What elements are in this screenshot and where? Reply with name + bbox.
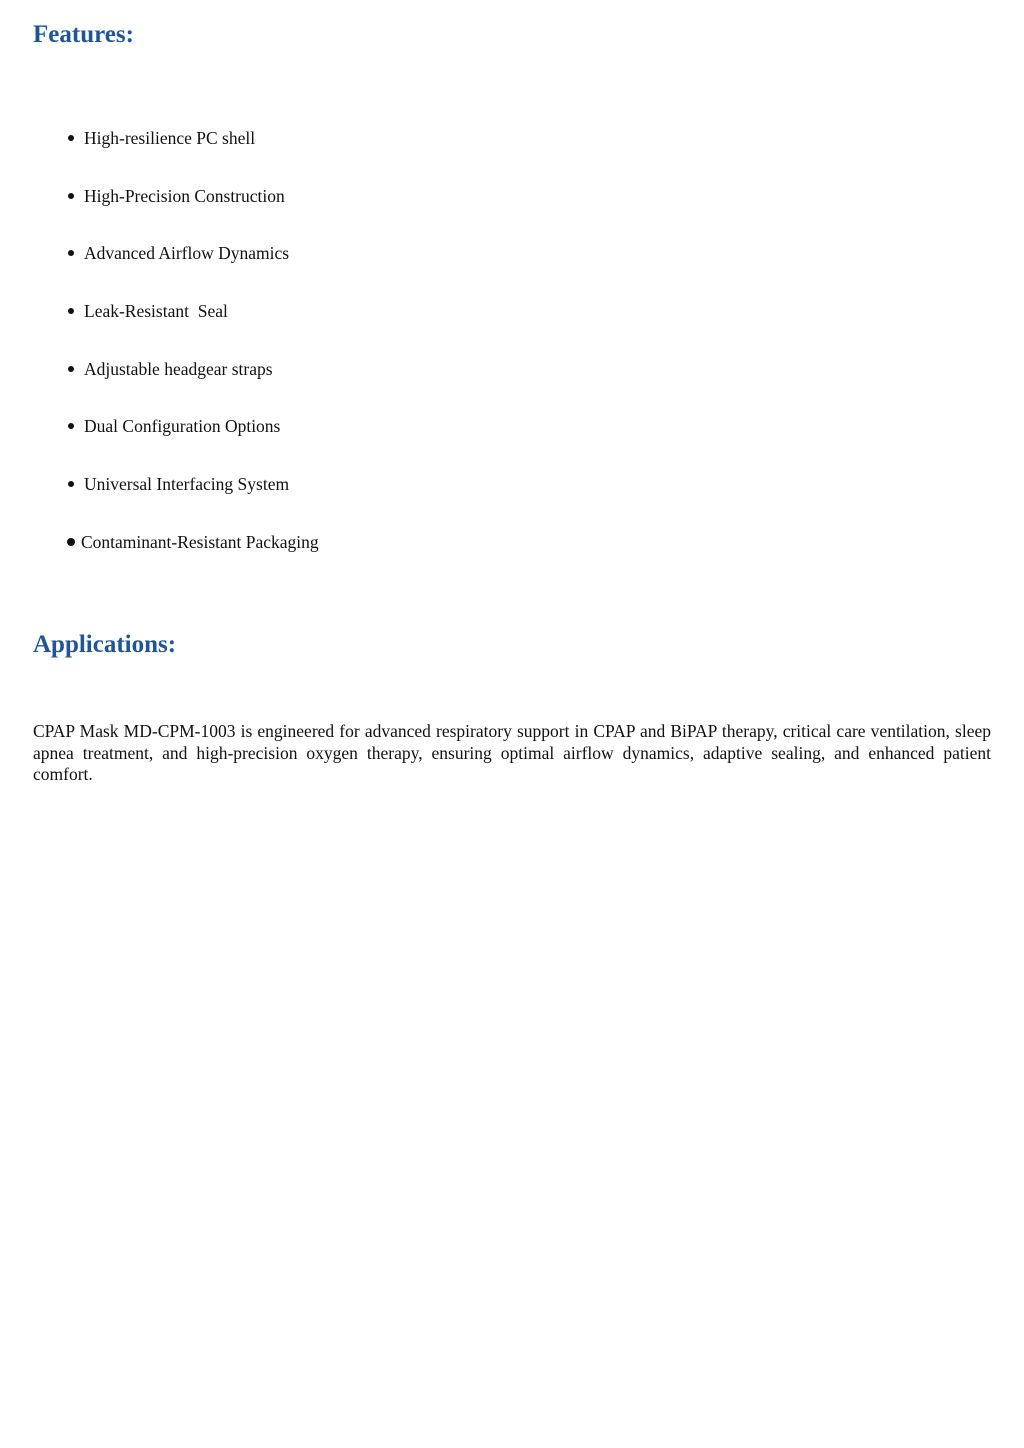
- feature-label: Leak-Resistant Seal: [84, 301, 228, 322]
- bullet-icon: [68, 481, 74, 487]
- feature-label: High-resilience PC shell: [84, 128, 256, 148]
- bullet-icon: [68, 423, 74, 429]
- feature-item: [0, 124, 1024, 182]
- feature-label: Contaminant-Resistant Packaging: [81, 531, 319, 552]
- feature-item: [0, 412, 1024, 470]
- bullet-icon: [68, 366, 74, 372]
- bullet-icon: [67, 538, 75, 546]
- feature-label: Universal Interfacing System: [84, 474, 290, 495]
- feature-label: Dual Configuration Options: [84, 416, 281, 437]
- feature-item: [0, 355, 1024, 413]
- applications-heading: Applications:: [33, 631, 177, 658]
- feature-item: [0, 239, 1024, 297]
- features-list: [0, 124, 1024, 586]
- feature-item: [0, 182, 1024, 240]
- feature-item: [0, 297, 1024, 355]
- applications-paragraph: CPAP Mask MD-CPM-1003 is engineered for advanced respiratory support in CPAP and BiPAP therapy, critical care ventilation, sleep apnea treatment, and high-precision oxygen therapy, ensuring optimal airflow dynamics, adaptive sealing, and enhanced patient comfort.: [33, 721, 991, 784]
- feature-label: Advanced Airflow Dynamics: [84, 243, 290, 264]
- feature-label: Adjustable headgear straps: [84, 358, 273, 379]
- bullet-icon: [68, 250, 74, 256]
- features-heading: Features:: [33, 21, 134, 48]
- feature-item: [0, 528, 1024, 586]
- feature-label: High-Precision Construction: [84, 185, 285, 206]
- feature-item: [0, 470, 1024, 528]
- bullet-icon: [68, 308, 74, 314]
- bullet-icon: [68, 135, 74, 141]
- bullet-icon: [68, 193, 74, 199]
